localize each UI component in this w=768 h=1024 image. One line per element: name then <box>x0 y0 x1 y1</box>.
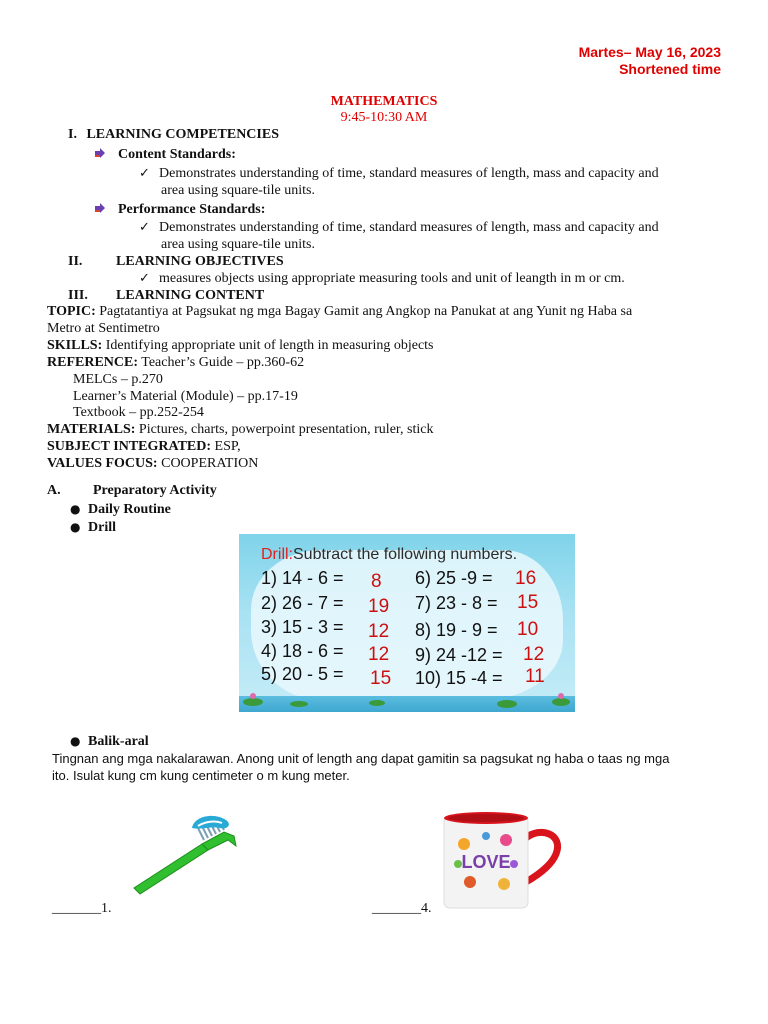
section-title: LEARNING COMPETENCIES <box>86 127 279 142</box>
instructions-line2: ito. Isulat kung cm kung centimeter o m kung meter. <box>52 768 350 783</box>
activity-heading <box>47 483 217 499</box>
drill-answer: 12 <box>368 644 390 665</box>
performance-standards-text: Demonstrates understanding of time, standard measures of length, mass and capacity and <box>159 220 659 235</box>
reference-text: Teacher’s Guide – pp.360-62 <box>141 355 305 370</box>
drill-title-rest: Subtract the following numbers. <box>293 546 518 563</box>
content-standards-line2: area using square-tile units. <box>161 183 315 198</box>
checkmark-icon: ✓ <box>139 271 150 286</box>
instructions-line1: Tingnan ang mga nakalarawan. Anong unit of length ang dapat gamitin sa pagsukat ng haba o taas ng mga <box>52 751 670 766</box>
review-text: Balik-aral <box>88 734 149 749</box>
drill-equation: 2) 26 - 7 = <box>261 593 344 613</box>
date-header <box>579 44 721 78</box>
drill-answer: 19 <box>368 596 390 617</box>
arrow-bullet-icon <box>94 147 106 159</box>
reference-label: REFERENCE: <box>47 355 139 370</box>
drill-answer: 10 <box>517 619 539 640</box>
integrated-text: ESP, <box>214 439 241 454</box>
bullet-dot-icon: ● <box>70 520 81 534</box>
objective-text: measures objects using appropriate measuring tools and unit of leangth in m or cm. <box>159 271 625 286</box>
skills-text: Identifying appropriate unit of length in measuring objects <box>105 338 434 353</box>
ref-textbook: Textbook – pp.252-254 <box>73 405 204 420</box>
skills-label: SKILLS: <box>47 338 103 353</box>
ref-melcs: MELCs – p.270 <box>73 372 163 387</box>
checkmark-icon: ✓ <box>139 220 150 235</box>
objective-item <box>139 271 625 287</box>
section-content <box>68 288 265 304</box>
performance-standards-heading <box>94 202 265 218</box>
activity-title: Preparatory Activity <box>93 483 217 498</box>
toothbrush-icon <box>128 814 240 896</box>
values-line <box>47 456 258 472</box>
drill-title-red: Drill: <box>261 546 293 563</box>
performance-standards-title: Performance Standards: <box>118 202 266 217</box>
subject-title: MATHEMATICS <box>330 94 438 109</box>
materials-label: MATERIALS: <box>47 422 136 437</box>
review-item <box>70 733 149 750</box>
section-title: LEARNING OBJECTIVES <box>116 254 284 269</box>
section-objectives <box>68 254 284 270</box>
integrated-line <box>47 439 241 455</box>
performance-standards-line2: area using square-tile units. <box>161 237 315 252</box>
values-text: COOPERATION <box>161 456 259 471</box>
date-text: Martes– May 16, 2023 <box>578 44 721 60</box>
checkmark-icon: ✓ <box>139 166 150 181</box>
bullet-dot-icon: ● <box>70 734 81 748</box>
daily-routine-item <box>70 501 171 518</box>
drill-equation: 3) 15 - 3 = <box>261 617 344 637</box>
section-competencies <box>68 127 279 143</box>
content-standards-text: Demonstrates understanding of time, standard measures of length, mass and capacity and <box>159 166 659 181</box>
content-standards-title: Content Standards: <box>118 147 236 162</box>
materials-line <box>47 422 433 438</box>
section-number: III. <box>68 288 88 303</box>
values-label: VALUES FOCUS: <box>47 456 158 471</box>
shortened-time-text: Shortened time <box>619 61 721 77</box>
topic-label: TOPIC: <box>47 304 96 319</box>
content-standards-heading <box>94 147 236 163</box>
bullet-dot-icon: ● <box>70 502 81 516</box>
drill-equation: 9) 24 -12 = <box>415 645 503 665</box>
daily-routine-text: Daily Routine <box>88 502 171 517</box>
arrow-bullet-icon <box>94 202 106 214</box>
drill-answer: 16 <box>515 568 537 589</box>
integrated-label: SUBJECT INTEGRATED: <box>47 439 212 454</box>
topic-line2: Metro at Sentimetro <box>47 321 160 336</box>
performance-standards-line1 <box>139 220 659 236</box>
skills-line <box>47 338 434 354</box>
drill-answer: 11 <box>525 666 545 687</box>
drill-equation: 1) 14 - 6 = <box>261 568 344 588</box>
content-standards-line1 <box>139 166 659 182</box>
reference-line <box>47 355 304 371</box>
drill-card <box>239 534 575 712</box>
topic-line1 <box>47 304 632 320</box>
drill-answer: 12 <box>523 644 545 665</box>
mug-icon <box>440 808 564 912</box>
drill-answer: 12 <box>368 621 390 642</box>
lilypad-decoration-icon <box>239 686 575 710</box>
topic-text: Pagtatantiya at Pagsukat ng mga Bagay Gamit ang Angkop na Panukat at ang Yunit ng Haba sa <box>99 304 633 319</box>
drill-text: Drill <box>88 520 116 535</box>
mug-love-text: LOVE <box>461 852 511 872</box>
drill-title <box>261 546 517 564</box>
drill-equation: 8) 19 - 9 = <box>415 620 498 640</box>
section-number: II. <box>68 254 83 269</box>
drill-equation: 10) 15 -4 = <box>415 668 503 688</box>
drill-equation: 6) 25 -9 = <box>415 568 493 588</box>
section-number: I. <box>68 127 77 142</box>
drill-answer: 8 <box>371 571 382 592</box>
subject-time: 9:45-10:30 AM <box>340 110 428 125</box>
drill-item <box>70 519 116 536</box>
drill-answer: 15 <box>517 592 539 613</box>
ref-module: Learner’s Material (Module) – pp.17-19 <box>73 389 298 404</box>
section-title: LEARNING CONTENT <box>116 288 265 303</box>
drill-equation: 7) 23 - 8 = <box>415 593 498 613</box>
drill-equation: 4) 18 - 6 = <box>261 641 344 661</box>
answer-blank-1[interactable]: _______1. <box>52 901 112 916</box>
answer-blank-4[interactable]: _______4. <box>372 901 432 916</box>
materials-text: Pictures, charts, powerpoint presentation, ruler, stick <box>138 422 434 437</box>
drill-equation: 5) 20 - 5 = <box>261 664 344 684</box>
drill-answer: 15 <box>370 668 392 689</box>
activity-letter: A. <box>47 483 61 498</box>
